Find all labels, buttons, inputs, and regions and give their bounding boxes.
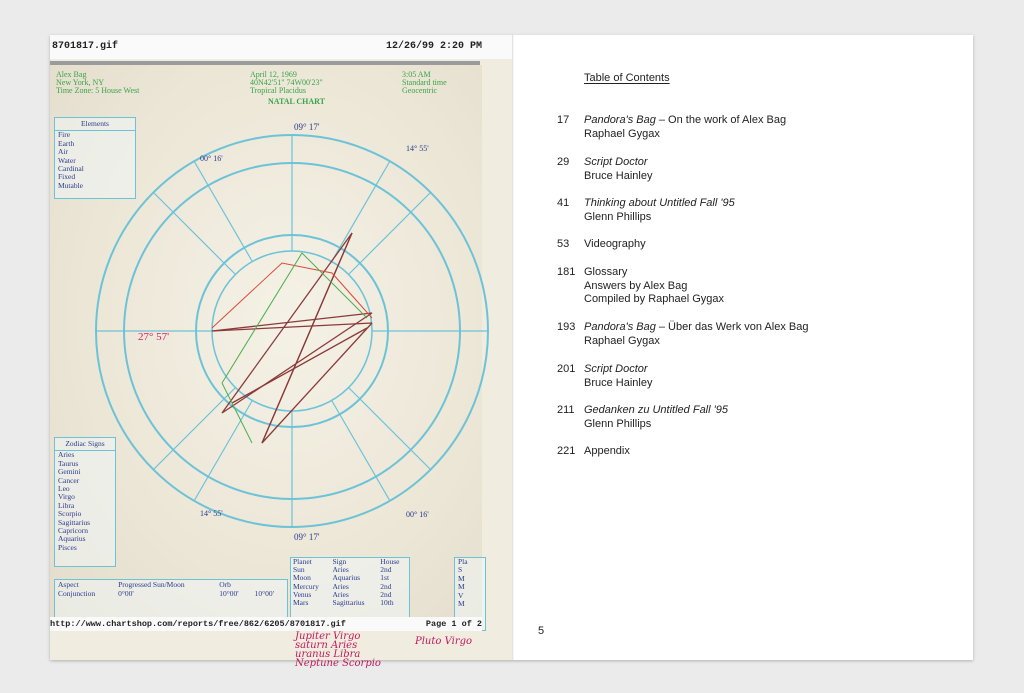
degree-lower-right: 00° 16' xyxy=(406,510,429,519)
cell: Aries xyxy=(332,589,349,599)
cell: Sun xyxy=(293,565,305,575)
table-row xyxy=(291,599,409,607)
cell: Aquarius xyxy=(332,573,360,583)
toc-entry-text xyxy=(584,321,924,348)
chart-subject-info xyxy=(56,71,139,95)
toc-entry-text xyxy=(584,114,924,141)
toc-entry-subtitle: – Über das Werk von Alex Bag xyxy=(655,321,809,333)
pl-row: M xyxy=(458,599,465,609)
cell: 10th xyxy=(380,598,394,608)
natal-chart-wheel xyxy=(102,113,482,543)
scan-url: http://www.chartshop.com/reports/free/862/6205/8701817.gif xyxy=(50,619,346,629)
handwritten-line: Jupiter Virgo xyxy=(295,631,361,642)
subject-timezone: Time Zone: 5 House West xyxy=(56,86,140,95)
scan-page-indicator: Page 1 of 2 xyxy=(425,619,482,629)
degree-upper-right: 14° 55' xyxy=(406,144,429,153)
toc-entry-text xyxy=(584,404,924,431)
degree-lower-left: 14° 55' xyxy=(200,509,223,518)
elements-title: Elements xyxy=(55,118,135,131)
scan-datetime: 12/26/99 2:20 PM xyxy=(385,41,482,52)
toc-page-number: 17 xyxy=(557,114,570,126)
pl-row: M xyxy=(458,582,465,592)
toc-entry-text: Videography xyxy=(584,238,646,250)
toc-entry-author: Bruce Hainley xyxy=(584,169,653,182)
toc-entry-title: Gedanken zu Untitled Fall '95 xyxy=(584,404,728,416)
zodiac-row: Aries xyxy=(58,450,75,460)
cell: Sagittarius xyxy=(332,598,365,608)
toc-entry-author: Raphael Gygax xyxy=(584,334,660,347)
zodiac-signs-box xyxy=(54,437,116,567)
zodiac-row: Capricorn xyxy=(58,526,88,536)
toc-entry-title: Script Doctor xyxy=(584,363,648,375)
inner-ring xyxy=(212,251,372,411)
aspect-orb: Orb xyxy=(219,580,231,589)
zodiac-row: Cancer xyxy=(58,475,80,485)
handwritten-line: saturn Aries xyxy=(295,640,358,651)
cell: Venus xyxy=(293,589,312,599)
aspect-header xyxy=(55,580,287,589)
toc-page-number: 201 xyxy=(557,363,576,375)
pl-row: V xyxy=(458,590,464,600)
natal-chart-title: NATAL CHART xyxy=(268,97,325,106)
cell: 10°00' xyxy=(254,589,274,598)
cell: 1st xyxy=(380,573,390,583)
natal-chart-scan-page xyxy=(50,35,512,669)
toc-entry-subtitle: – On the work of Alex Bag xyxy=(655,114,787,126)
birth-coordinates: 40N42'51" 74W00'23" xyxy=(250,78,323,87)
element-row: Fixed xyxy=(58,172,76,182)
zodiac-row: Libra xyxy=(58,500,75,510)
chart-time-info xyxy=(402,71,447,95)
toc-entry-title: Pandora's Bag xyxy=(584,321,656,333)
cell: Aries xyxy=(332,581,349,591)
cell: 2nd xyxy=(380,565,392,575)
pl-title: Pla xyxy=(458,557,468,566)
element-row: Fire xyxy=(58,130,71,140)
toc-page-number: 211 xyxy=(557,404,575,416)
subject-name: Alex Bag xyxy=(56,70,87,79)
toc-entry-text xyxy=(584,363,924,390)
element-row: Cardinal xyxy=(58,164,84,174)
col-planet: Planet xyxy=(293,557,312,566)
toc-entry-author: Compiled by Raphael Gygax xyxy=(584,293,725,305)
toc-entry-title: Pandora's Bag xyxy=(584,114,656,126)
cell: 0°00' xyxy=(118,589,134,598)
zodiac-row: Sagittarius xyxy=(58,517,91,527)
toc-entry-text xyxy=(584,197,924,224)
time-standard: Standard time xyxy=(402,78,447,87)
toc-page-number: 41 xyxy=(557,197,570,209)
degree-bottom: 09° 17' xyxy=(294,532,320,542)
toc-page-number: 221 xyxy=(557,445,576,457)
toc-entry-author: Bruce Hainley xyxy=(584,376,653,389)
toc-entry-author: Glenn Phillips xyxy=(584,210,652,223)
birth-date: April 12, 1969 xyxy=(250,70,297,79)
col-house: House xyxy=(380,557,400,566)
zodiac-row: Taurus xyxy=(58,458,79,468)
geocentric-label: Geocentric xyxy=(402,86,438,95)
pl-row: S xyxy=(458,565,463,575)
zodiac-row: Virgo xyxy=(58,492,75,502)
scan-footer-bar xyxy=(50,617,482,631)
cell: Moon xyxy=(293,573,311,583)
cell: Conjunction xyxy=(58,589,96,598)
zodiac-row: Leo xyxy=(58,484,70,494)
toc-entry-text: Appendix xyxy=(584,445,630,457)
toc-entry-author: Raphael Gygax xyxy=(584,127,660,140)
cell: Mars xyxy=(293,598,309,608)
col-sign: Sign xyxy=(332,557,347,566)
book-spread xyxy=(50,35,973,669)
toc-entry-text xyxy=(584,266,924,307)
subject-location: New York, NY xyxy=(56,78,105,87)
cell: 2nd xyxy=(380,581,392,591)
toc-entry-title: Thinking about Untitled Fall '95 xyxy=(584,197,735,209)
handwritten-line: uranus Libra xyxy=(295,649,361,660)
pl-row: M xyxy=(458,573,465,583)
scan-filename: 8701817.gif xyxy=(52,41,119,52)
birth-time: 3:05 AM xyxy=(402,70,431,79)
element-row: Mutable xyxy=(58,180,83,190)
aspect-col: Aspect xyxy=(58,580,79,589)
cell: Mercury xyxy=(293,581,319,591)
degree-top: 09° 17' xyxy=(294,122,320,132)
aspect-progressed: Progressed Sun/Moon xyxy=(118,580,185,589)
element-row: Earth xyxy=(58,138,75,148)
degree-left-moon: 27° 57' xyxy=(138,331,170,343)
handwritten-note-pluto: Pluto Virgo xyxy=(415,636,473,647)
toc-entry-author: Glenn Phillips xyxy=(584,417,652,430)
degree-upper-left: 00° 16' xyxy=(200,154,223,163)
element-row: Air xyxy=(58,147,68,157)
toc-page-number: 181 xyxy=(557,266,576,278)
table-of-contents-page xyxy=(514,35,973,660)
toc-entry-title: Script Doctor xyxy=(584,156,648,168)
handwritten-notes xyxy=(295,632,381,668)
table-row xyxy=(55,589,287,598)
page-number: 5 xyxy=(538,625,545,637)
zodiac-row: Aquarius xyxy=(58,534,86,544)
handwritten-line: Neptune Scorpio xyxy=(295,658,381,669)
scan-header-bar xyxy=(50,35,512,59)
chart-date-info xyxy=(250,71,323,95)
aspect-lines-red xyxy=(212,263,372,328)
toc-page-number: 193 xyxy=(557,321,576,333)
cell: 10°00' xyxy=(219,589,239,598)
planet-table xyxy=(291,558,409,607)
zodiac-title: Zodiac Signs xyxy=(55,438,115,451)
toc-entry-title: Glossary xyxy=(584,266,628,278)
toc-title: Table of Contents xyxy=(584,72,670,84)
toc-entry-text xyxy=(584,156,924,183)
zodiac-row: Pisces xyxy=(58,542,77,552)
zodiac-row: Scorpio xyxy=(58,509,82,519)
cell: Aries xyxy=(332,565,349,575)
aspect-table xyxy=(55,580,287,598)
zodiac-row: Gemini xyxy=(58,467,81,477)
toc-page-number: 29 xyxy=(557,156,570,168)
toc-page-number: 53 xyxy=(557,238,570,250)
cell: 2nd xyxy=(380,589,392,599)
element-row: Water xyxy=(58,155,76,165)
toc-entry-author: Answers by Alex Bag xyxy=(584,279,688,292)
house-system: Tropical Placidus xyxy=(250,86,306,95)
